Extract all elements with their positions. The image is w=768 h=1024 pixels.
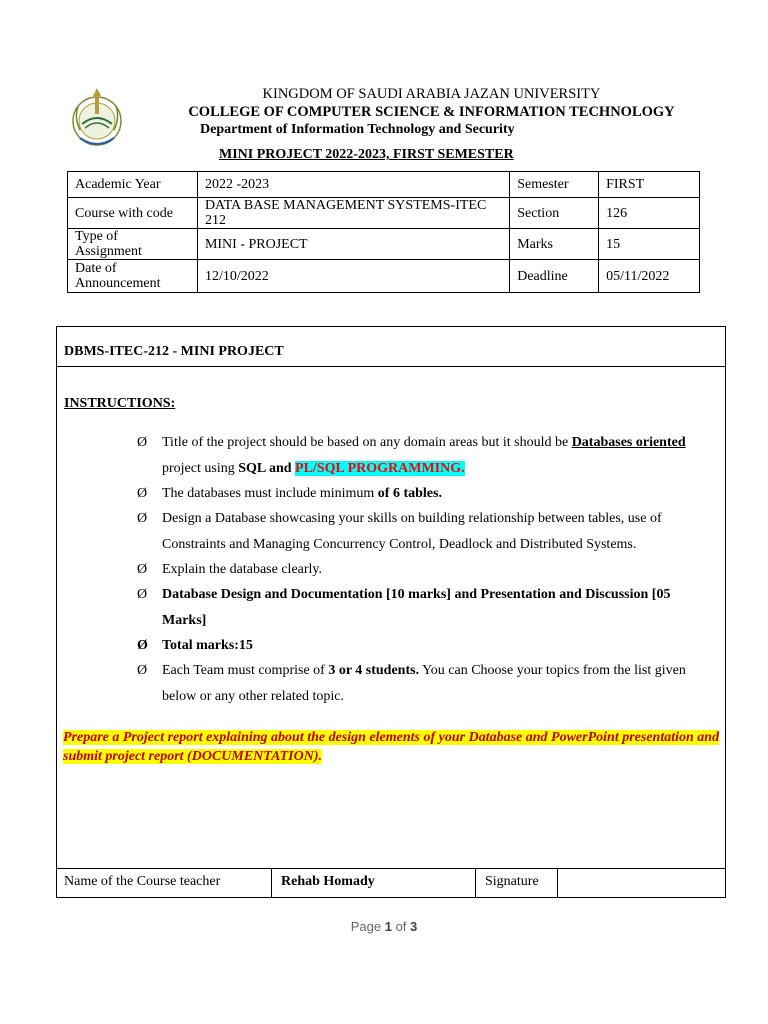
instruction-1-databases-oriented: Databases oriented: [571, 435, 686, 450]
document-title: [219, 147, 514, 163]
date-label: Date of Announcement: [68, 260, 198, 293]
header-kingdom-line: KINGDOM OF SAUDI ARABIA JAZAN UNIVERSITY: [262, 86, 601, 102]
instruction-2-text-b: of 6 tables.: [377, 486, 442, 501]
semester-label: Semester: [510, 172, 599, 198]
divider: [475, 868, 476, 898]
course-info-table: [67, 171, 700, 293]
teacher-name: Rehab Homady: [281, 874, 375, 889]
bullet-icon: Ø: [137, 638, 148, 653]
instruction-item-4: Explain the database clearly.: [162, 562, 323, 577]
section-value: 126: [599, 198, 700, 229]
academic-year-label: Academic Year: [68, 172, 198, 198]
table-row: [68, 260, 700, 293]
academic-year-value: 2022 -2023: [197, 172, 509, 198]
header-college-line: COLLEGE OF COMPUTER SCIENCE & INFORMATION TECHNOLOGY: [188, 104, 675, 120]
instruction-7-text-b: 3 or 4 students.: [328, 663, 420, 678]
course-label: Course with code: [68, 198, 198, 229]
teacher-label: Name of the Course teacher: [64, 874, 221, 889]
page-indicator: [0, 919, 768, 934]
divider: [56, 868, 726, 869]
page-current: 1: [384, 919, 392, 934]
page-word: Page: [350, 919, 382, 934]
deadline-value: 05/11/2022: [599, 260, 700, 293]
report-note: [63, 728, 723, 766]
bullet-icon: Ø: [137, 486, 148, 501]
instruction-1-text-a: Title of the project should be based on any domain areas but it should be: [162, 435, 572, 450]
divider: [56, 366, 726, 367]
bullet-icon: Ø: [137, 663, 148, 678]
instruction-item-1: [162, 430, 722, 481]
instruction-item-7: [162, 658, 717, 709]
instruction-1-plsql-highlight: PL/SQL PROGRAMMING.: [295, 460, 465, 476]
instruction-item-5: Database Design and Documentation [10 marks] and Presentation and Discussion [05 Marks]: [162, 587, 671, 628]
bullet-icon: Ø: [137, 562, 148, 577]
date-value: 12/10/2022: [197, 260, 509, 293]
course-value: DATA BASE MANAGEMENT SYSTEMS-ITEC 212: [197, 198, 509, 229]
project-box-title: DBMS-ITEC-212 - MINI PROJECT: [64, 344, 284, 359]
instruction-7-text-a: Each Team must comprise of: [162, 663, 329, 678]
instruction-item-3: Design a Database showcasing your skills on building relationship between tables, use of Constraints and Managing Concurrency Control, Deadlock and Distributed Systems.: [162, 511, 662, 552]
instruction-item-2: [162, 481, 722, 507]
header-department-line: Department of Information Technology and Security: [200, 122, 515, 137]
document-title-text: MINI PROJECT 2022-2023, FIRST SEMESTER: [219, 147, 514, 162]
instructions-heading: INSTRUCTIONS:: [64, 396, 176, 411]
bullet-icon: Ø: [137, 511, 148, 526]
instruction-item-6: Total marks:15: [162, 638, 253, 653]
section-label: Section: [510, 198, 599, 229]
marks-label: Marks: [510, 229, 599, 260]
divider: [557, 868, 558, 898]
type-value: MINI - PROJECT: [197, 229, 509, 260]
bullet-icon: Ø: [137, 587, 148, 602]
table-row: [68, 172, 700, 198]
divider: [271, 868, 272, 898]
signature-label: Signature: [485, 874, 539, 889]
instruction-1-text-c: project using: [162, 460, 239, 476]
bullet-icon: Ø: [137, 435, 148, 450]
instruction-7-text-c: You can Choose your topics from the list given below or any other related topic.: [162, 663, 686, 704]
page-total: 3: [410, 919, 418, 934]
semester-value: FIRST: [599, 172, 700, 198]
deadline-label: Deadline: [510, 260, 599, 293]
table-row: [68, 229, 700, 260]
page-of: of: [395, 919, 407, 934]
table-row: [68, 198, 700, 229]
instruction-1-sql: SQL and: [238, 460, 296, 476]
marks-value: 15: [599, 229, 700, 260]
type-label: Type of Assignment: [68, 229, 198, 260]
report-note-text: Prepare a Project report explaining about the design elements of your Database and PowerPoint presentation and submit project report (DOCUMENTATION).: [63, 730, 720, 764]
instruction-2-text-a: The databases must include minimum: [162, 486, 378, 501]
